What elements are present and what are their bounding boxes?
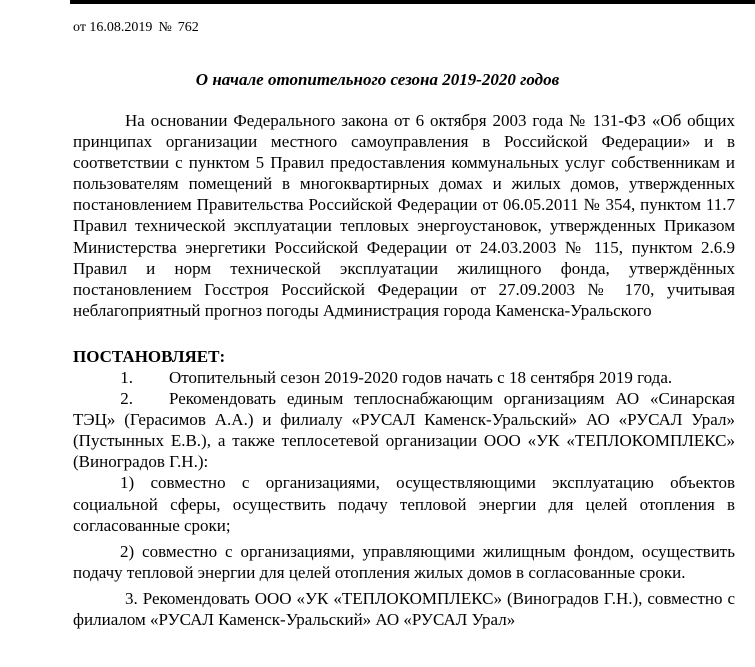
list-item: [73, 367, 735, 388]
item-number: 1.: [120, 367, 133, 387]
sub-item: 1) совместно с организациями, осуществляющими эксплуатацию объектов социальной сферы, осуществить подачу тепловой энергии для целей отопления в согласованные сроки;: [73, 473, 735, 535]
decree-heading: ПОСТАНОВЛЯЕТ:: [73, 346, 226, 366]
list-item: [73, 388, 735, 472]
item-text: Отопительный сезон 2019-2020 годов начать с 18 сентября 2019 года.: [169, 367, 673, 387]
document-date: от 16.08.2019: [73, 20, 153, 35]
document-number: 762: [177, 20, 199, 35]
document-title: О начале отопительного сезона 2019-2020 годов: [195, 70, 560, 89]
item-number: 2.: [120, 389, 133, 409]
number-sign: №: [158, 20, 172, 35]
document-date-number: [73, 20, 199, 36]
preamble-paragraph: На основании Федерального закона от 6 октября 2003 года № 131-ФЗ «Об общих принципах организации местного самоуправления в Российской Федерации» и в соответствии с пунктом 5 Правил предоставления коммунальных услуг собственникам и пользователям помещений в многоквартирных домах и жилых домов, утвержденных постановлением Правительства Российской Федерации от 06.05.2011 № 354, пунктом 11.7 Правил технической эксплуатации тепловых энергоустановок, утвержденных Приказом Министерства энергетики Российской Федерации от 24.03.2003 № 115, пунктом 2.6.9 Правил и норм технической эксплуатации жилищного фонда, утверждённых постановлением Госстроя Российской Федерации от 27.09.2003 № 170, учитывая неблагоприятный прогноз погоды Администрация города Каменска-Уральского: [73, 111, 735, 320]
item-text: Рекомендовать единым теплоснабжающим организациям АО «Синарская ТЭЦ» (Герасимов А.А.) и филиалу «РУСАЛ Каменск-Уральский» АО «РУСАЛ Урал» (Пустынных Е.В.), а также теплосетевой организации ООО «УК «ТЕПЛОКОМПЛЕКС» (Виноградов Г.Н.):: [73, 389, 735, 472]
list-item: 3. Рекомендовать ООО «УК «ТЕПЛОКОМПЛЕКС» (Виноградов Г.Н.), совместно с филиалом «РУСАЛ Каменск-Уральский» АО «РУСАЛ Урал»: [73, 588, 735, 629]
top-border-line: [70, 0, 755, 4]
sub-item: 2) совместно с организациями, управляющими жилищным фондом, осуществить подачу тепловой энергии для целей отопления жилых домов в согласованные сроки.: [73, 541, 735, 582]
document-body: [73, 110, 735, 630]
